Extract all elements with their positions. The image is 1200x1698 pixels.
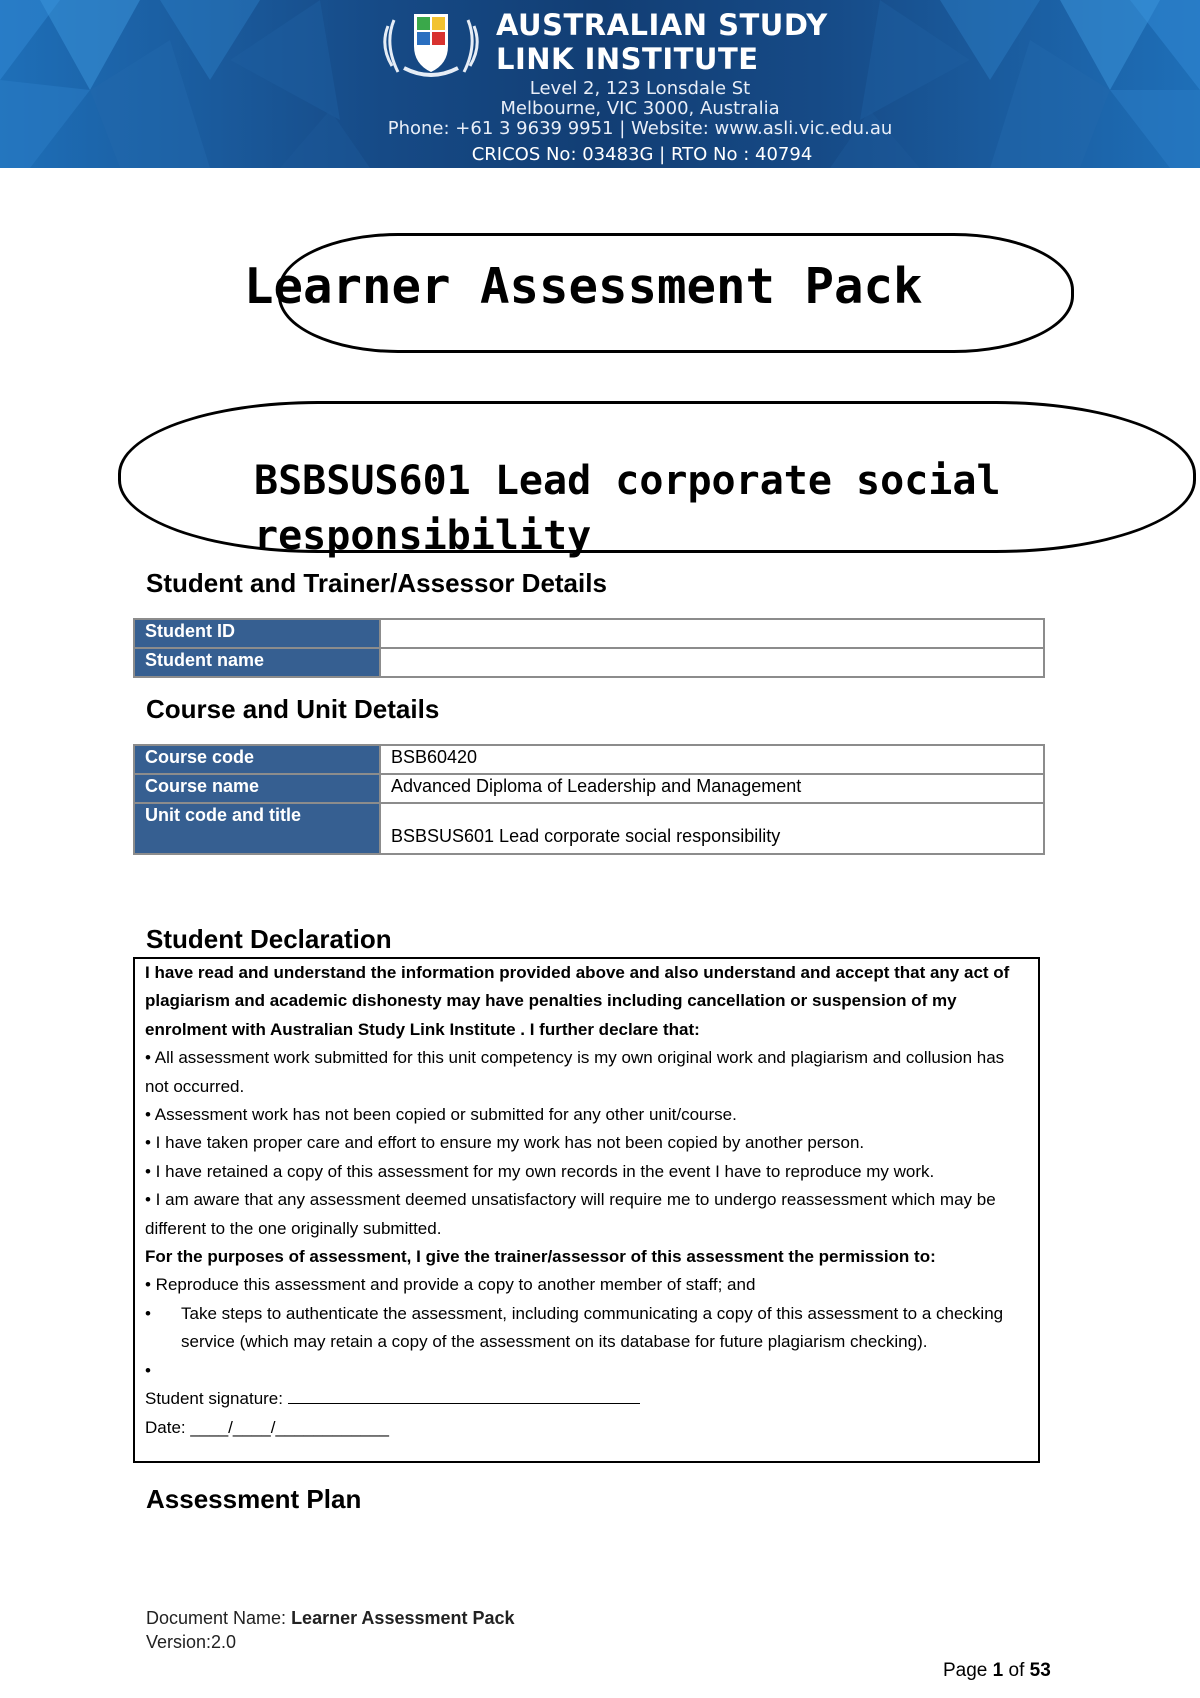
org-name-line1: AUSTRALIAN STUDY	[496, 8, 828, 42]
student-name-field[interactable]	[380, 648, 1044, 677]
declaration-bullet: • All assessment work submitted for this unit competency is my own original work and plagiarism and collusion has not occurred.	[145, 1048, 1005, 1096]
unit-code-label: Unit code and title	[134, 803, 380, 854]
header-banner	[0, 0, 1200, 168]
bullet-mark: •	[145, 1303, 151, 1323]
declaration-bullet: • Assessment work has not been copied or submitted for any other unit/course.	[145, 1105, 737, 1125]
footer-version: Version:2.0	[146, 1632, 237, 1652]
footer-document-name	[146, 1608, 515, 1629]
page-total: 53	[1029, 1660, 1051, 1681]
student-id-label: Student ID	[134, 619, 380, 648]
unit-title: BSBSUS601 Lead corporate social responsibility	[254, 458, 1001, 559]
signature-label: Student signature:	[145, 1389, 283, 1409]
course-details-table	[133, 744, 1045, 855]
permission-item: • Reproduce this assessment and provide a copy to another member of staff; and	[145, 1275, 756, 1295]
declaration-box	[133, 957, 1040, 1463]
table-row	[134, 803, 1044, 854]
course-code-value: BSB60420	[380, 745, 1044, 774]
address-line2: Melbourne, VIC 3000, Australia	[500, 98, 780, 119]
course-name-label: Course name	[134, 774, 380, 803]
permission-item	[145, 1300, 1028, 1357]
declaration-bullet: • I have taken proper care and effort to ensure my work has not been copied by another person.	[145, 1133, 865, 1153]
student-name-label: Student name	[134, 648, 380, 677]
address-line1: Level 2, 123 Lonsdale St	[529, 78, 751, 99]
document-title: Learner Assessment Pack	[244, 258, 923, 315]
page-number	[943, 1660, 1051, 1682]
empty-bullet: •	[145, 1360, 151, 1380]
student-details-heading: Student and Trainer/Assessor Details	[146, 568, 607, 598]
declaration-heading: Student Declaration	[146, 924, 392, 954]
declaration-bullet: • I have retained a copy of this assessment for my own records in the event I have to reproduce my work.	[145, 1161, 935, 1181]
course-code-label: Course code	[134, 745, 380, 774]
table-row	[134, 745, 1044, 774]
course-name-value: Advanced Diploma of Leadership and Management	[380, 774, 1044, 803]
declaration-bullet: • I am aware that any assessment deemed unsatisfactory will require me to undergo reassessment which may be different to the one originally submitted.	[145, 1190, 996, 1238]
page-of: of	[1003, 1660, 1030, 1681]
unit-code-value: BSBSUS601 Lead corporate social responsibility	[380, 803, 1044, 854]
contact-line: Phone: +61 3 9639 9951 | Website: www.asli.vic.edu.au	[387, 118, 893, 139]
course-details-heading: Course and Unit Details	[146, 694, 440, 724]
table-row	[134, 648, 1044, 677]
permission-text: Take steps to authenticate the assessment, including communicating a copy of this assessment to a checking service (which may retain a copy of the assessment on its database for future plagiarism checking).	[181, 1303, 1004, 1352]
registration-line: CRICOS No: 03483G | RTO No : 40794	[471, 144, 813, 165]
page-word: Page	[943, 1660, 993, 1681]
org-name-line2: LINK INSTITUTE	[496, 42, 759, 76]
doc-name-label: Document Name:	[146, 1608, 292, 1628]
student-details-table	[133, 618, 1045, 678]
permission-intro: For the purposes of assessment, I give the trainer/assessor of this assessment the permission to:	[145, 1247, 936, 1267]
declaration-intro: I have read and understand the information provided above and also understand and accept that any act of plagiarism and academic dishonesty may have penalties including cancellation or suspension of my enrolment with Australian Study Link Institute . I further declare that:	[145, 963, 1010, 1039]
student-id-field[interactable]	[380, 619, 1044, 648]
page-current: 1	[992, 1660, 1004, 1681]
institute-crest-logo	[378, 6, 484, 82]
date-field[interactable]: Date: ____/____/____________	[145, 1417, 389, 1437]
assessment-plan-heading: Assessment Plan	[146, 1484, 362, 1514]
table-row	[134, 774, 1044, 803]
table-row	[134, 619, 1044, 648]
doc-name-value: Learner Assessment Pack	[291, 1608, 515, 1628]
signature-field[interactable]	[288, 1385, 640, 1404]
signature-row	[145, 1385, 1028, 1413]
org-name	[496, 8, 828, 76]
